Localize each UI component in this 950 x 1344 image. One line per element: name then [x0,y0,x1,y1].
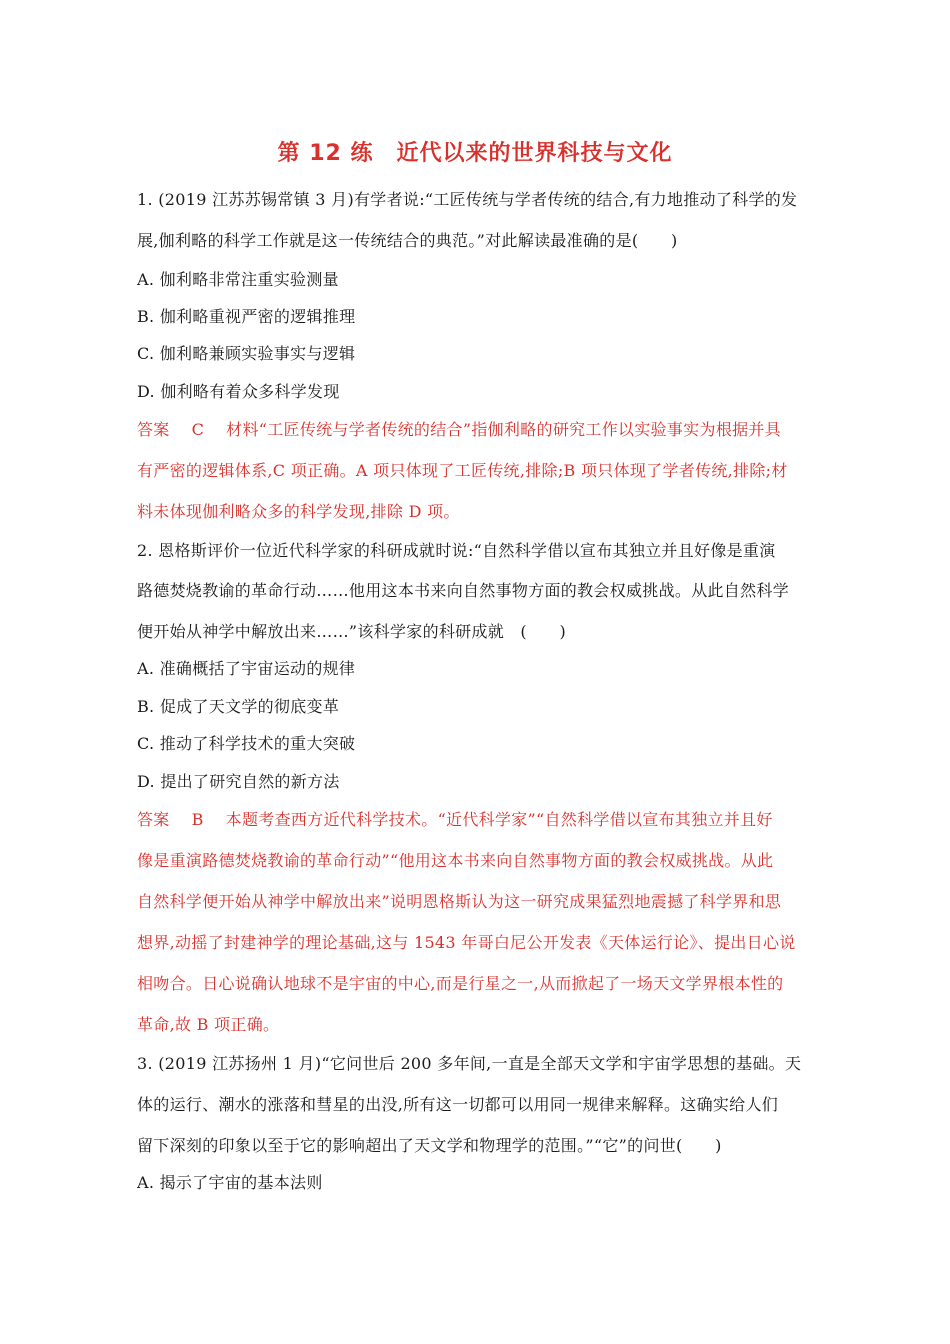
q2-answer-text: 本题考查西方近代科学技术。“近代科学家”“自然科学借以宣布其独立并且好 [225,810,773,829]
q2-answer-line-3: 自然科学便开始从神学中解放出来”说明恩格斯认为这一研究成果猛烈地震撼了科学界和思 [137,892,782,911]
q3-option-a: A. 揭示了宇宙的基本法则 [137,1173,323,1192]
q1-answer-line-2: 有严密的逻辑体系,C 项正确。A 项只体现了工匠传统,排除;B 项只体现了学者传统,排除;材 [137,461,788,480]
q1-option-b: B. 伽利略重视严密的逻辑推理 [137,307,356,326]
q2-option-c: C. 推动了科学技术的重大突破 [137,734,356,753]
q2-answer-line-5: 相吻合。日心说确认地球不是宇宙的中心,而是行星之一,从而掀起了一场天文学界根本性的 [137,974,784,993]
q2-stem-line-2: 路德焚烧教谕的革命行动……他用这本书来向自然事物方面的教会权威挑战。从此自然科学 [137,581,790,600]
q2-option-d: D. 提出了研究自然的新方法 [137,772,340,791]
q1-answer-text: 材料“工匠传统与学者传统的结合”指伽利略的研究工作以实验事实为根据并具 [226,420,782,439]
q3-stem-line-3: 留下深刻的印象以至于它的影响超出了天文学和物理学的范围。”“它”的问世( ) [137,1136,722,1155]
q1-stem-line-2: 展,伽利略的科学工作就是这一传统结合的典范。”对此解读最准确的是( ) [137,231,678,250]
q1-option-a: A. 伽利略非常注重实验测量 [137,270,339,289]
q3-stem-line-2: 体的运行、潮水的涨落和彗星的出没,所有这一切都可以用同一规律来解释。这确实给人们 [137,1095,779,1114]
q2-answer-line-4: 想界,动摇了封建神学的理论基础,这与 1543 年哥白尼公开发表《天体运行论》、提出日心说 [137,933,796,952]
q3-stem-line-1: 3. (2019 江苏扬州 1 月)“它问世后 200 多年间,一直是全部天文学和宇宙学思想的基础。天 [137,1054,802,1073]
q1-option-c: C. 伽利略兼顾实验事实与逻辑 [137,344,356,363]
q2-answer-line-6: 革命,故 B 项正确。 [137,1015,280,1034]
q1-stem-line-1: 1. (2019 江苏苏锡常镇 3 月)有学者说:“工匠传统与学者传统的结合,有力地推动了科学的发 [137,190,798,209]
q1-answer-line-1 [137,420,817,440]
q2-stem-line-1: 2. 恩格斯评价一位近代科学家的科研成就时说:“自然科学借以宣布其独立并且好像是重演 [137,541,776,560]
q2-stem-line-3: 便开始从神学中解放出来……”该科学家的科研成就 ( ) [137,622,567,641]
q2-answer-line-2: 像是重演路德焚烧教谕的革命行动”“他用这本书来向自然事物方面的教会权威挑战。从此 [137,851,774,870]
q1-answer-label: 答案 [137,420,170,439]
q2-answer-label: 答案 [137,810,170,829]
q2-option-a: A. 准确概括了宇宙运动的规律 [137,659,356,678]
page-title: 第 12 练 近代以来的世界科技与文化 [277,141,673,166]
q1-answer-line-3: 料未体现伽利略众多的科学发现,排除 D 项。 [137,502,460,521]
q2-answer-letter: B [191,810,204,829]
q2-answer-line-1 [137,810,817,830]
q1-answer-letter: C [191,420,205,439]
q2-option-b: B. 促成了天文学的彻底变革 [137,697,340,716]
q1-option-d: D. 伽利略有着众多科学发现 [137,382,340,401]
